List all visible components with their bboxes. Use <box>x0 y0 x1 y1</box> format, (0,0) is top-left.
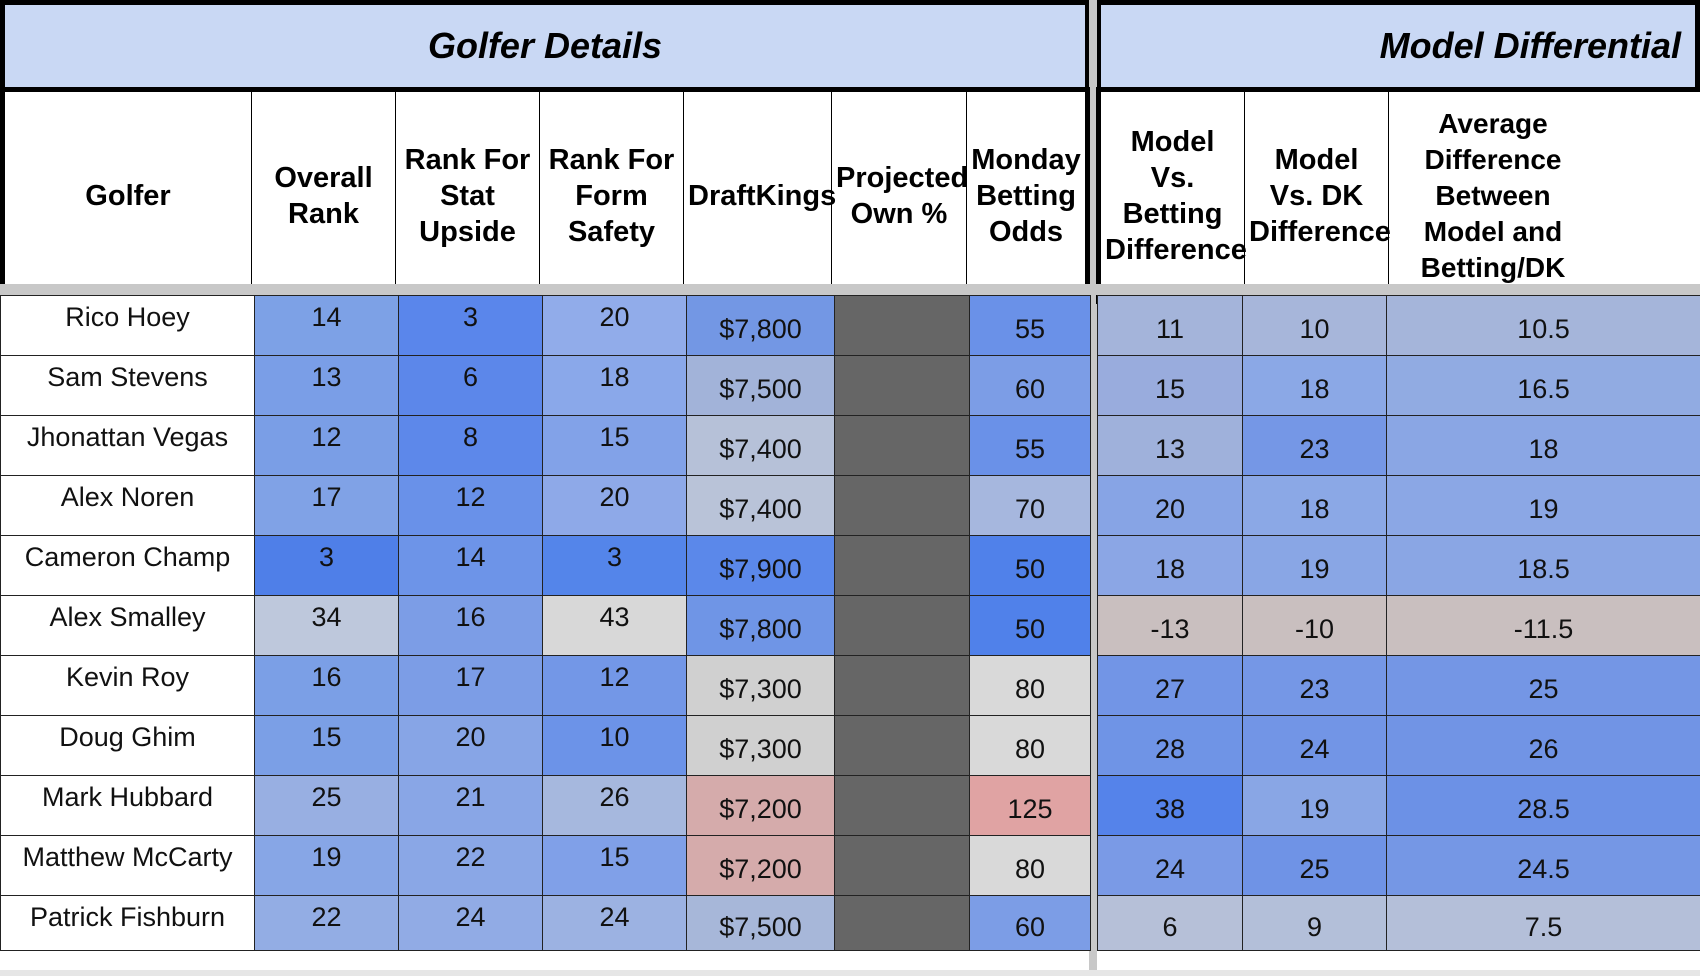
draftkings-cell[interactable]: $7,400 <box>687 416 835 476</box>
draftkings-cell[interactable]: $7,300 <box>687 656 835 716</box>
table-row <box>1098 536 1700 596</box>
model-vs-dk-cell[interactable]: -10 <box>1243 596 1387 656</box>
stat-upside-cell[interactable]: 3 <box>399 296 543 356</box>
overall-rank-cell[interactable]: 25 <box>255 776 399 836</box>
form-safety-cell[interactable]: 20 <box>543 296 687 356</box>
form-safety-cell[interactable]: 15 <box>543 836 687 896</box>
monday-odds-cell[interactable]: 50 <box>970 596 1091 656</box>
overall-rank-cell[interactable]: 22 <box>255 896 399 951</box>
table-row <box>1098 356 1700 416</box>
monday-odds-cell[interactable]: 125 <box>970 776 1091 836</box>
average-difference-cell[interactable]: 24.5 <box>1387 836 1700 896</box>
column-header-model-vs-dk[interactable]: Model Vs. DK Difference <box>1245 90 1389 302</box>
model-vs-betting-cell[interactable]: -13 <box>1098 596 1243 656</box>
golfer-name-cell[interactable]: Sam Stevens <box>1 356 255 416</box>
table-row <box>1 716 1091 776</box>
table-row <box>1098 296 1700 356</box>
golfer-name-cell[interactable]: Kevin Roy <box>1 656 255 716</box>
table-row <box>1 656 1091 716</box>
average-difference-cell[interactable]: 28.5 <box>1387 776 1700 836</box>
bottom-strip <box>0 970 1700 976</box>
column-header-rank-form-safety[interactable]: Rank For Form Safety <box>540 90 684 302</box>
projected-own-cell[interactable] <box>835 416 970 476</box>
form-safety-cell[interactable]: 20 <box>543 476 687 536</box>
stat-upside-cell[interactable]: 21 <box>399 776 543 836</box>
draftkings-cell[interactable]: $7,800 <box>687 296 835 356</box>
monday-odds-cell[interactable]: 50 <box>970 536 1091 596</box>
stat-upside-cell[interactable]: 14 <box>399 536 543 596</box>
column-header-monday-odds[interactable]: Monday Betting Odds <box>967 90 1088 302</box>
model-differential-table <box>1097 295 1700 951</box>
monday-odds-cell[interactable]: 80 <box>970 836 1091 896</box>
model-vs-betting-cell[interactable]: 38 <box>1098 776 1243 836</box>
column-header-rank-stat-upside[interactable]: Rank For Stat Upside <box>396 90 540 302</box>
form-safety-cell[interactable]: 3 <box>543 536 687 596</box>
draftkings-cell[interactable]: $7,200 <box>687 836 835 896</box>
overall-rank-cell[interactable]: 19 <box>255 836 399 896</box>
draftkings-cell[interactable]: $7,900 <box>687 536 835 596</box>
column-header-overall-rank[interactable]: Overall Rank <box>252 90 396 302</box>
average-difference-cell[interactable]: 26 <box>1387 716 1700 776</box>
overall-rank-cell[interactable]: 13 <box>255 356 399 416</box>
projected-own-cell[interactable] <box>835 656 970 716</box>
projected-own-cell[interactable] <box>835 776 970 836</box>
golfer-name-cell[interactable]: Mark Hubbard <box>1 776 255 836</box>
average-difference-cell[interactable]: 7.5 <box>1387 896 1700 951</box>
model-vs-dk-cell[interactable]: 18 <box>1243 356 1387 416</box>
overall-rank-cell[interactable]: 3 <box>255 536 399 596</box>
column-header-projected-own[interactable]: Projected Own % <box>832 90 967 302</box>
table-row <box>1098 416 1700 476</box>
overall-rank-cell[interactable]: 12 <box>255 416 399 476</box>
table-row <box>1 356 1091 416</box>
golfer-name-cell[interactable]: Cameron Champ <box>1 536 255 596</box>
form-safety-cell[interactable]: 24 <box>543 896 687 951</box>
table-row <box>1098 836 1700 896</box>
projected-own-cell[interactable] <box>835 356 970 416</box>
monday-odds-cell[interactable]: 60 <box>970 896 1091 951</box>
overall-rank-cell[interactable]: 16 <box>255 656 399 716</box>
model-vs-betting-cell[interactable]: 28 <box>1098 716 1243 776</box>
stat-upside-cell[interactable]: 17 <box>399 656 543 716</box>
overall-rank-cell[interactable]: 14 <box>255 296 399 356</box>
projected-own-cell[interactable] <box>835 896 970 951</box>
model-differential-column-headers <box>1096 87 1700 304</box>
model-vs-dk-cell[interactable]: 25 <box>1243 836 1387 896</box>
golfer-name-cell[interactable]: Alex Noren <box>1 476 255 536</box>
model-vs-dk-cell[interactable]: 18 <box>1243 476 1387 536</box>
table-row <box>1 896 1091 951</box>
table-row <box>1 776 1091 836</box>
projected-own-cell[interactable] <box>835 596 970 656</box>
table-row <box>1098 656 1700 716</box>
draftkings-cell[interactable]: $7,800 <box>687 596 835 656</box>
stat-upside-cell[interactable]: 12 <box>399 476 543 536</box>
average-difference-cell[interactable]: 19 <box>1387 476 1700 536</box>
model-differential-header <box>1096 0 1700 92</box>
model-vs-dk-cell[interactable]: 19 <box>1243 776 1387 836</box>
model-vs-dk-cell[interactable]: 10 <box>1243 296 1387 356</box>
model-vs-dk-cell[interactable]: 23 <box>1243 416 1387 476</box>
average-difference-cell[interactable]: 16.5 <box>1387 356 1700 416</box>
golfer-details-header <box>0 0 1090 92</box>
model-vs-betting-cell[interactable]: 18 <box>1098 536 1243 596</box>
table-row <box>1 596 1091 656</box>
projected-own-cell[interactable] <box>835 536 970 596</box>
model-vs-betting-cell[interactable]: 13 <box>1098 416 1243 476</box>
stat-upside-cell[interactable]: 22 <box>399 836 543 896</box>
overall-rank-cell[interactable]: 17 <box>255 476 399 536</box>
column-header-draftkings[interactable]: DraftKings <box>684 90 832 302</box>
golfer-name-cell[interactable]: Patrick Fishburn <box>1 896 255 951</box>
average-difference-cell[interactable]: 10.5 <box>1387 296 1700 356</box>
golfer-details-title: Golfer Details <box>427 25 663 66</box>
header-divider <box>0 284 1700 295</box>
form-safety-cell[interactable]: 26 <box>543 776 687 836</box>
model-vs-betting-cell[interactable]: 20 <box>1098 476 1243 536</box>
draftkings-cell[interactable]: $7,300 <box>687 716 835 776</box>
model-vs-betting-cell[interactable]: 24 <box>1098 836 1243 896</box>
average-difference-cell[interactable]: 18 <box>1387 416 1700 476</box>
stat-upside-cell[interactable]: 16 <box>399 596 543 656</box>
average-difference-cell[interactable]: 25 <box>1387 656 1700 716</box>
table-row <box>1098 476 1700 536</box>
golfer-name-cell[interactable]: Jhonattan Vegas <box>1 416 255 476</box>
table-row <box>1098 596 1700 656</box>
average-difference-cell[interactable]: 18.5 <box>1387 536 1700 596</box>
monday-odds-cell[interactable]: 80 <box>970 716 1091 776</box>
table-row <box>1098 776 1700 836</box>
draftkings-cell[interactable]: $7,500 <box>687 356 835 416</box>
stat-upside-cell[interactable]: 6 <box>399 356 543 416</box>
model-vs-dk-cell[interactable]: 9 <box>1243 896 1387 951</box>
model-differential-title: Model Differential <box>1379 25 1681 66</box>
form-safety-cell[interactable]: 43 <box>543 596 687 656</box>
average-difference-cell[interactable]: -11.5 <box>1387 596 1700 656</box>
monday-odds-cell[interactable]: 70 <box>970 476 1091 536</box>
model-vs-betting-cell[interactable]: 6 <box>1098 896 1243 951</box>
stat-upside-cell[interactable]: 20 <box>399 716 543 776</box>
model-vs-betting-cell[interactable]: 15 <box>1098 356 1243 416</box>
form-safety-cell[interactable]: 12 <box>543 656 687 716</box>
average-difference-label: Average Difference Between Model and Betting/DK <box>1420 107 1566 283</box>
table-row <box>1 296 1091 356</box>
draftkings-cell[interactable]: $7,400 <box>687 476 835 536</box>
monday-odds-cell[interactable]: 60 <box>970 356 1091 416</box>
golfer-name-cell[interactable]: Rico Hoey <box>1 296 255 356</box>
overall-rank-cell[interactable]: 15 <box>255 716 399 776</box>
monday-odds-cell[interactable]: 55 <box>970 416 1091 476</box>
projected-own-cell[interactable] <box>835 296 970 356</box>
form-safety-cell[interactable]: 18 <box>543 356 687 416</box>
projected-own-cell[interactable] <box>835 476 970 536</box>
monday-odds-cell[interactable]: 55 <box>970 296 1091 356</box>
table-row <box>1098 716 1700 776</box>
projected-own-cell[interactable] <box>835 716 970 776</box>
stat-upside-cell[interactable]: 24 <box>399 896 543 951</box>
golfer-details-column-headers <box>0 87 1090 304</box>
column-header-model-vs-betting[interactable]: Model Vs. Betting Difference <box>1099 90 1245 302</box>
table-row <box>1 416 1091 476</box>
projected-own-cell[interactable] <box>835 836 970 896</box>
model-vs-dk-cell[interactable]: 24 <box>1243 716 1387 776</box>
monday-odds-cell[interactable]: 80 <box>970 656 1091 716</box>
table-row <box>1 476 1091 536</box>
table-row <box>1 836 1091 896</box>
draftkings-cell[interactable]: $7,200 <box>687 776 835 836</box>
golfer-name-cell[interactable]: Alex Smalley <box>1 596 255 656</box>
draftkings-cell[interactable]: $7,500 <box>687 896 835 951</box>
table-row <box>1 536 1091 596</box>
column-header-golfer[interactable]: Golfer <box>3 90 252 302</box>
form-safety-cell[interactable]: 15 <box>543 416 687 476</box>
overall-rank-cell[interactable]: 34 <box>255 596 399 656</box>
column-header-average-difference[interactable] <box>1389 90 1700 302</box>
model-vs-dk-cell[interactable]: 23 <box>1243 656 1387 716</box>
golfer-details-table <box>0 295 1091 951</box>
table-row <box>1098 896 1700 951</box>
model-vs-betting-cell[interactable]: 27 <box>1098 656 1243 716</box>
golfer-name-cell[interactable]: Doug Ghim <box>1 716 255 776</box>
model-vs-dk-cell[interactable]: 19 <box>1243 536 1387 596</box>
golfer-name-cell[interactable]: Matthew McCarty <box>1 836 255 896</box>
model-vs-betting-cell[interactable]: 11 <box>1098 296 1243 356</box>
form-safety-cell[interactable]: 10 <box>543 716 687 776</box>
stat-upside-cell[interactable]: 8 <box>399 416 543 476</box>
